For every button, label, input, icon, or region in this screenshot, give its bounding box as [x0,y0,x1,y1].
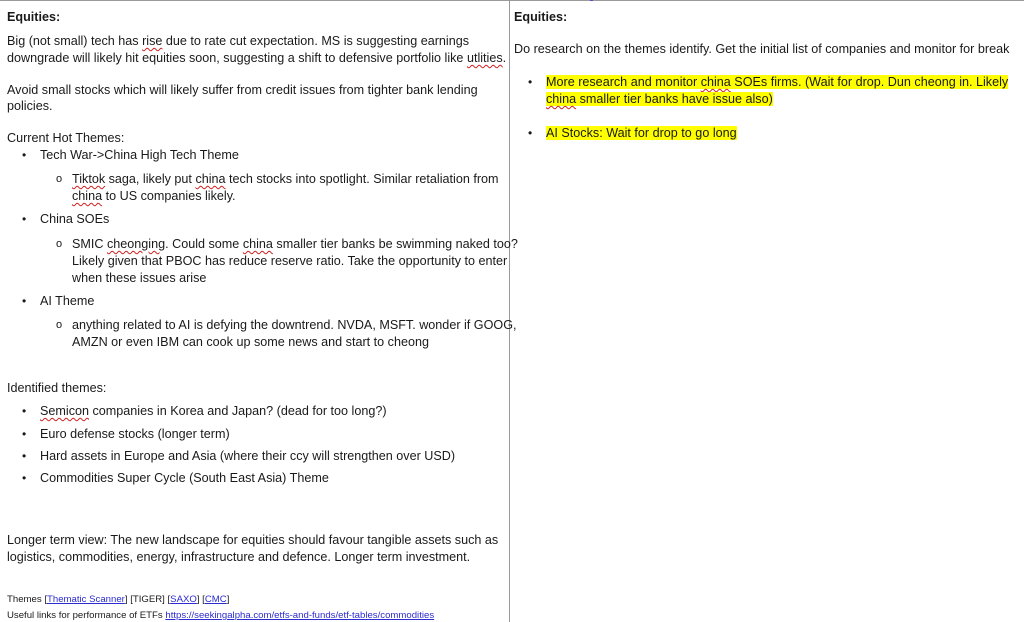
useful-links: Useful links for performance of ETFs https://seekingalpha.com/etfs-and-funds/etf-tables/commodities [7,610,435,621]
right-item-2: AI Stocks: Wait for drop to go long [546,126,737,140]
para1-line1: Big (not small) tech has rise due to rate cut expectation. MS is suggesting earnings [7,34,470,48]
sub-bullet-icon: o [56,238,63,250]
hot-theme-2-sub-line1: SMIC cheonging. Could some china smaller tier banks be swimming naked too? [72,237,518,251]
hot-theme-1-sub-line1: Tiktok saga, likely put china tech stocks into spotlight. Similar retaliation from [72,172,499,186]
hot-theme-2-sub-line3: when these issues arise [72,271,207,285]
identified-themes-title: Identified themes: [7,381,107,395]
identified-item-2: Euro defense stocks (longer term) [40,427,230,441]
bullet-icon: • [528,126,533,140]
hot-theme-3-sub-line1: anything related to AI is defying the downtrend. NVDA, MSFT. wonder if GOOG, [72,318,517,332]
right-item-1-line1: More research and monitor china SOEs firms. (Wait for drop. Dun cheong in. Likely [546,75,1009,89]
themes-links: Themes [Thematic Scanner] [TIGER] [SAXO] [CMC] [7,594,230,605]
right-heading: Equities: [514,10,568,24]
sub-bullet-icon: o [56,319,63,331]
bullet-icon: • [22,212,27,226]
longer-term-line1: Longer term view: The new landscape for equities should favour tangible assets such as [7,533,499,547]
para2-line1: Avoid small stocks which will likely suffer from credit issues from tighter bank lending [7,83,478,97]
bullet-icon: • [22,471,27,485]
bullet-icon: • [22,148,27,162]
right-column[interactable] [510,1,1024,622]
bullet-icon: • [528,75,533,89]
longer-term-line2: logistics, commodities, energy, infrastructure and defence. Longer term investment. [7,550,471,564]
left-column[interactable] [0,1,518,622]
hot-theme-3: AI Theme [40,294,95,308]
para1-line2: downgrade will likely hit equities soon, suggesting a shift to defensive portfolio like utlities. [7,51,507,65]
hot-theme-2-sub-line2: Likely given that PBOC has reduce reserve ratio. Take the opportunity to enter [72,254,508,268]
hot-themes-title: Current Hot Themes: [7,131,125,145]
identified-item-4: Commodities Super Cycle (South East Asia) Theme [40,471,329,485]
cmc-link[interactable]: CMC [204,594,227,605]
thematic-scanner-link[interactable]: Thematic Scanner [47,594,125,605]
saxo-link[interactable]: SAXO [170,594,197,605]
para2-line2: policies. [7,99,53,113]
bullet-icon: • [22,404,27,418]
right-item-1-line2: china smaller tier banks have issue also) [546,92,773,106]
hot-theme-1: Tech War->China High Tech Theme [40,148,239,162]
right-intro: Do research on the themes identify. Get the initial list of companies and monitor for break [514,42,1010,56]
hot-theme-2: China SOEs [40,212,110,226]
left-heading: Equities: [7,10,61,24]
identified-item-1: Semicon companies in Korea and Japan? (dead for too long?) [40,404,387,418]
bullet-icon: • [22,449,27,463]
identified-item-3: Hard assets in Europe and Asia (where their ccy will strengthen over USD) [40,449,456,463]
bullet-icon: • [22,294,27,308]
sub-bullet-icon: o [56,173,63,185]
bullet-icon: • [22,427,27,441]
hot-theme-1-sub-line2: china to US companies likely. [72,189,236,203]
hot-theme-3-sub-line2: AMZN or even IBM can cook up some news and start to cheong [72,335,429,349]
seekingalpha-etf-link[interactable]: https://seekingalpha.com/etfs-and-funds/etf-tables/commodities [165,610,435,621]
